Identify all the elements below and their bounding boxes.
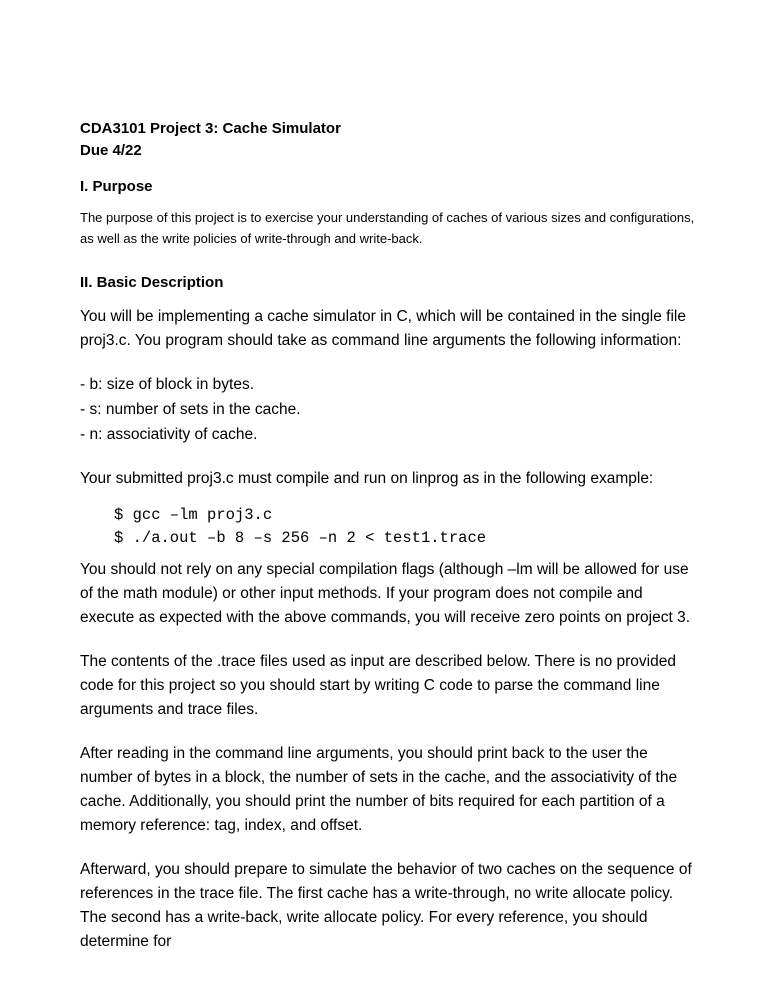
section-heading-basic-description: II. Basic Description: [80, 274, 224, 291]
command-block: [80, 504, 696, 550]
compile-note: Your submitted proj3.c must compile and run on linprog as in the following example:: [80, 470, 654, 487]
purpose-text: The purpose of this project is to exercise your understanding of caches of various sizes and configurations, as well as the write policies of write-through and write-back.: [80, 210, 695, 246]
argument-item-b: - b: size of block in bytes.: [80, 376, 255, 393]
argument-item-n: - n: associativity of cache.: [80, 426, 258, 443]
due-date: Due 4/22: [80, 142, 142, 159]
command-line-run: $ ./a.out –b 8 –s 256 –n 2 < test1.trace: [114, 529, 487, 547]
argument-list: [80, 373, 696, 447]
section-heading-purpose: I. Purpose: [80, 178, 153, 195]
command-line-compile: $ gcc –lm proj3.c: [114, 506, 273, 524]
argument-item-s: - s: number of sets in the cache.: [80, 401, 301, 418]
flags-note: You should not rely on any special compilation flags (although –lm will be allowed for use of the math module) or other input methods. If your program does not compile and execute as expected with the above commands, you will receive zero points on project 3.: [80, 561, 690, 626]
simulate-note: Afterward, you should prepare to simulate the behavior of two caches on the sequence of references in the trace file. The first cache has a write-through, no write allocate policy. The second has a write-back, write allocate policy. For every reference, you should determine for: [80, 861, 692, 950]
document-page: [80, 118, 696, 954]
document-title: CDA3101 Project 3: Cache Simulator: [80, 120, 341, 137]
basic-description-intro: You will be implementing a cache simulator in C, which will be contained in the single file proj3.c. You program should take as command line arguments the following information:: [80, 308, 686, 349]
print-note: After reading in the command line arguments, you should print back to the user the number of bytes in a block, the number of sets in the cache, and the associativity of the cache. Additionally, you should print the number of bits required for each partition of a memory reference: tag, index, and offset.: [80, 745, 678, 834]
trace-note: The contents of the .trace files used as input are described below. There is no provided code for this project so you should start by writing C code to parse the command line arguments and trace files.: [80, 653, 676, 718]
